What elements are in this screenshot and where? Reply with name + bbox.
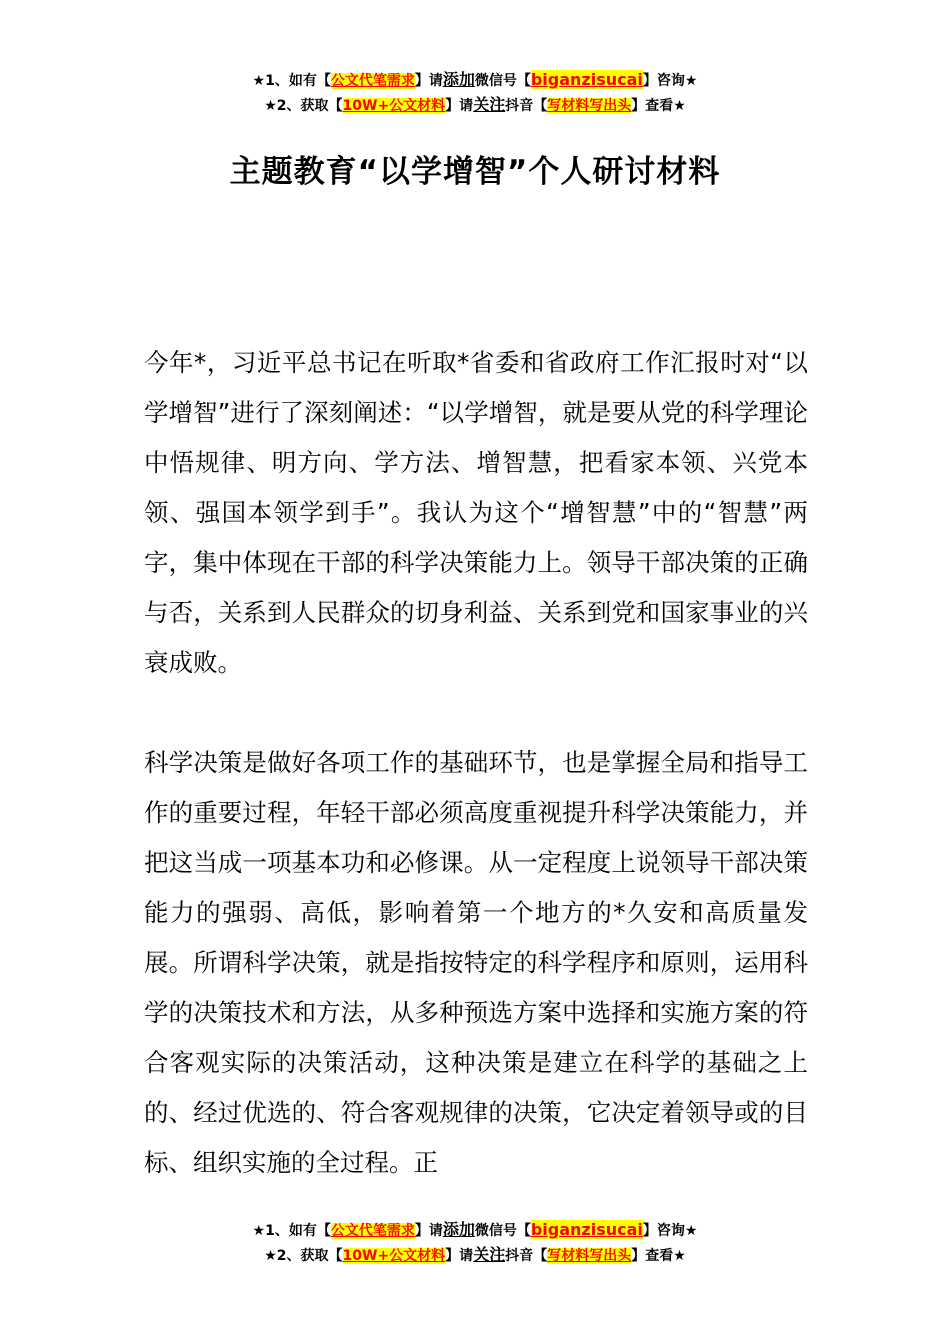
banner-emphasis: 添加 xyxy=(442,1220,475,1239)
banner-emphasis: 关注 xyxy=(473,95,506,114)
paragraph-2: 科学决策是做好各项工作的基础环节，也是掌握全局和指导工作的重要过程，年轻干部必须高度重视提升科学决策能力，并把这当成一项基本功和必修课。从一定程度上说领导干部决策能力的强弱、高低，影响着第一个地方的*久安和高质量发展。所谓科学决策，就是指按特定的科学程序和原则，运用科学的决策技术和方法，从多种预选方案中选择和实施方案的符合客观实际的决策活动，这种决策是建立在科学的基础之上的、经过优选的、符合客观规律的决策，它决定着领导或的目标、组织实施的全过程。正 xyxy=(144,748,808,1177)
footer-banner xyxy=(0,1218,950,1268)
banner-emphasis: 关注 xyxy=(473,1245,506,1264)
banner-highlight: 10W+公文材料 xyxy=(342,1248,446,1264)
header-banner xyxy=(0,68,950,118)
banner-highlight: 10W+公文材料 xyxy=(342,98,446,114)
banner-highlight: 公文代笔需求 xyxy=(330,73,415,89)
document-title: 主题教育“以学增智”个人研讨材料 xyxy=(229,154,721,190)
banner-highlight: biganzisucai xyxy=(530,70,643,89)
paragraph-1: 今年*，习近平总书记在听取*省委和省政府工作汇报时对“以学增智”进行了深刻阐述：“以学增智，就是要从党的科学理论中悟规律、明方向、学方法、增智慧，把看家本领、兴党本领、强国本领学到手”。我认为这个“增智慧”中的“智慧”两字，集中体现在干部的科学决策能力上。领导干部决策的正确与否，关系到人民群众的切身利益、关系到党和国家事业的兴衰成败。 xyxy=(144,348,808,677)
banner-emphasis: 添加 xyxy=(442,70,475,89)
banner-line-1: ★1、如有【公文代笔需求】请添加微信号【biganzisucai】咨询★ xyxy=(252,1220,698,1239)
banner-highlight: 写材料写出头 xyxy=(547,98,632,114)
banner-highlight: biganzisucai xyxy=(530,1220,643,1239)
banner-line-1: ★1、如有【公文代笔需求】请添加微信号【biganzisucai】咨询★ xyxy=(252,70,698,89)
banner-highlight: 写材料写出头 xyxy=(547,1248,632,1264)
banner-highlight: 公文代笔需求 xyxy=(330,1223,415,1239)
banner-line-2: ★2、获取【10W+公文材料】请关注抖音【写材料写出头】查看★ xyxy=(264,1245,686,1264)
banner-line-2: ★2、获取【10W+公文材料】请关注抖音【写材料写出头】查看★ xyxy=(264,95,686,114)
